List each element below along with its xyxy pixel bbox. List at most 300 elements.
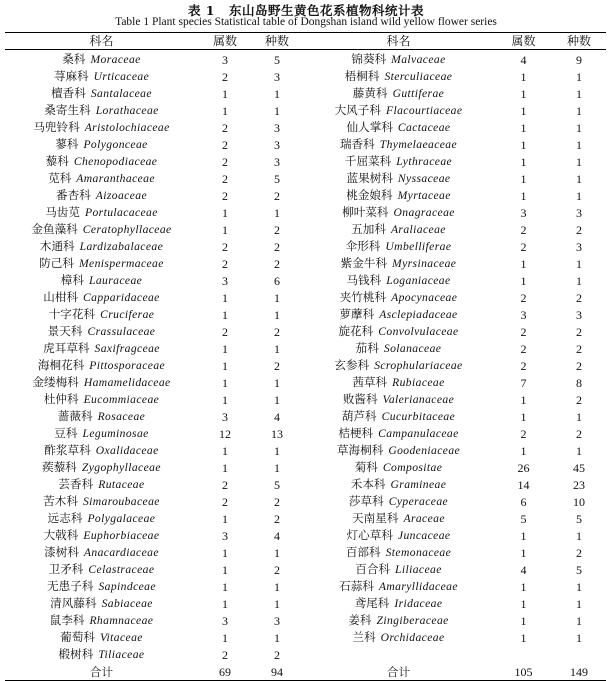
- species-count-right: 2: [576, 324, 582, 339]
- table-row: [5, 221, 606, 238]
- family-name-left: [5, 136, 198, 153]
- family-name-right: [302, 255, 495, 272]
- genera-count-left: 1: [222, 222, 228, 237]
- table-header-row: [5, 33, 606, 50]
- species-count-left: 1: [274, 630, 280, 645]
- family-name-latin: Juncaceae: [397, 529, 451, 543]
- genera-count-right: 1: [520, 613, 527, 628]
- family-name-right: [302, 340, 495, 357]
- family-name-cn: 樟科: [60, 273, 84, 288]
- family-name-cn: 金缕梅科: [32, 375, 79, 390]
- family-name-latin: Rubiaceae: [392, 376, 445, 390]
- table-row: [5, 408, 606, 425]
- family-name-latin: Saxifragceae: [94, 342, 160, 356]
- family-name-latin: Cyperaceae: [388, 495, 449, 509]
- totals-species-right: 149: [552, 663, 606, 680]
- species-count-right: 1: [576, 137, 582, 152]
- species-count-right: 45: [573, 460, 585, 475]
- family-name-left: [5, 493, 198, 510]
- family-name-right: [302, 510, 495, 527]
- family-name-latin: Menispermaceae: [79, 257, 164, 271]
- family-name-cn: 木通科: [39, 239, 75, 254]
- family-name-cn: 马兜铃科: [33, 120, 80, 135]
- species-count-right: 5: [576, 562, 582, 577]
- genera-count-left: 3: [222, 613, 228, 628]
- family-name-right: [302, 476, 495, 493]
- family-name-cn: 防己科: [39, 256, 74, 271]
- table-body: [5, 50, 606, 664]
- family-name-left: [5, 408, 198, 425]
- family-name-latin: Urticaceae: [93, 70, 150, 84]
- family-name-latin: Nyssaceae: [397, 172, 451, 186]
- family-name-latin: Rhamnaceae: [89, 614, 154, 628]
- genera-count-right: 7: [520, 375, 527, 390]
- family-name-cn: 伞形科: [345, 239, 381, 254]
- family-name-latin: Liliaceae: [395, 563, 442, 577]
- family-name-right: [302, 544, 495, 561]
- genera-count-right: 1: [520, 256, 527, 271]
- family-name-cn: 金鱼藻科: [31, 222, 78, 237]
- family-name-cn: 百合科: [355, 562, 391, 577]
- family-name-left: [5, 255, 198, 272]
- family-name-cn: 锦葵科: [351, 52, 387, 67]
- family-name-cn: 海桐花科: [37, 358, 85, 373]
- header-family-right: 科名: [302, 33, 495, 50]
- header-family-left: 科名: [5, 33, 198, 50]
- family-name-cn: 芸香科: [58, 477, 94, 492]
- genera-count-left: 1: [222, 443, 228, 458]
- family-name-latin: Leguminosae: [82, 427, 149, 441]
- totals-genera-right: 105: [495, 663, 552, 680]
- family-name-latin: Polygalaceae: [87, 512, 156, 526]
- species-count-right: 9: [576, 52, 582, 67]
- family-name-left: [5, 374, 198, 391]
- table-row: [5, 459, 606, 476]
- family-name-left: [5, 527, 198, 544]
- species-count-right: 2: [576, 545, 582, 560]
- family-name-left: [5, 170, 198, 187]
- header-species-left: 种数: [252, 33, 302, 50]
- family-name-latin: Chenopodiaceae: [73, 155, 158, 169]
- family-name-right: [302, 238, 495, 255]
- family-name-cn: 菊科: [354, 460, 378, 475]
- family-name-cn: 石蒜科: [339, 579, 374, 594]
- genera-count-left: 1: [222, 290, 228, 305]
- family-name-latin: Cactaceae: [397, 121, 451, 135]
- family-name-cn: 无患子科: [47, 579, 94, 594]
- family-name-cn: 大风子科: [334, 103, 381, 118]
- family-name-left: [5, 85, 198, 102]
- genera-count-left: 1: [222, 511, 228, 526]
- family-name-latin: Amaryllidaceae: [378, 580, 458, 594]
- family-name-right: [302, 306, 495, 323]
- genera-count-right: 3: [520, 205, 527, 220]
- family-name-cn: 蔷薇科: [57, 409, 93, 424]
- species-count-right: 1: [576, 171, 582, 186]
- species-count-right: 1: [576, 443, 582, 458]
- species-count-left: 1: [274, 460, 280, 475]
- family-name-right: [302, 391, 495, 408]
- species-count-left: 2: [274, 256, 280, 271]
- family-name-right: [302, 561, 495, 578]
- table-title-text: 东山岛野生黄色花系植物科统计表: [229, 3, 425, 18]
- species-count-right: 1: [576, 613, 582, 628]
- species-count-right: 8: [576, 375, 582, 390]
- family-name-cn: 蓝果树科: [346, 171, 393, 186]
- family-name-cn: 桔梗科: [338, 426, 374, 441]
- table-row: [5, 646, 606, 663]
- table-row: [5, 136, 606, 153]
- family-name-cn: 景天科: [47, 324, 83, 339]
- family-name-cn: 马钱科: [346, 273, 382, 288]
- family-name-latin: Eucommiaceae: [83, 393, 160, 407]
- genera-count-left: 2: [222, 647, 228, 662]
- genera-count-right: 1: [520, 188, 527, 203]
- family-name-right: [302, 612, 495, 629]
- species-count-right: 1: [576, 528, 582, 543]
- family-name-latin: Moraceae: [90, 53, 141, 67]
- species-count-left: 2: [274, 562, 280, 577]
- family-name-latin: Vitaceae: [99, 631, 143, 645]
- species-count-left: 13: [271, 426, 283, 441]
- genera-count-right: 3: [520, 307, 527, 322]
- family-name-cn: 卫矛科: [48, 562, 84, 577]
- species-count-right: 1: [576, 273, 582, 288]
- species-count-left: 2: [274, 188, 280, 203]
- family-name-latin: Malvaceae: [391, 53, 446, 67]
- family-name-cn: 远志科: [47, 511, 83, 526]
- family-name-cn: 清风藤科: [50, 596, 97, 611]
- family-name-latin: Lardizabalaceae: [79, 240, 164, 254]
- family-name-left: [5, 238, 198, 255]
- family-name-right: [302, 527, 495, 544]
- family-name-right: [302, 357, 495, 374]
- family-name-latin: Santalaceae: [90, 87, 152, 101]
- family-name-latin: Compositae: [382, 461, 443, 475]
- genera-count-right: 1: [520, 443, 527, 458]
- family-name-left: [5, 221, 198, 238]
- family-name-latin: Euphorbiaceae: [83, 529, 160, 543]
- family-name-cn: 紫金牛科: [340, 256, 388, 271]
- table-row: [5, 340, 606, 357]
- species-count-right: 1: [576, 596, 582, 611]
- genera-count-right: [495, 646, 552, 663]
- species-count-right: 2: [576, 392, 582, 407]
- family-name-latin: Lythraceae: [396, 155, 453, 169]
- family-name-latin: Zygophyllaceae: [81, 461, 161, 475]
- family-name-cn: 酢浆草科: [44, 443, 91, 458]
- family-name-latin: Loganiaceae: [386, 274, 451, 288]
- family-name-right: [302, 578, 495, 595]
- family-name-latin: Portulacaceae: [84, 206, 158, 220]
- family-name-latin: Convolvulaceae: [378, 325, 459, 339]
- genera-count-left: 1: [222, 307, 228, 322]
- family-name-left: [5, 612, 198, 629]
- genera-count-left: 1: [222, 460, 228, 475]
- genera-count-right: 2: [520, 222, 527, 237]
- genera-count-right: 1: [520, 120, 527, 135]
- family-name-latin: Araceae: [403, 512, 445, 526]
- family-name-cn: 莎草科: [348, 494, 384, 509]
- table-row: [5, 255, 606, 272]
- genera-count-right: 1: [520, 392, 527, 407]
- family-name-latin: Umbelliferae: [385, 240, 452, 254]
- species-count-left: 1: [274, 392, 280, 407]
- family-name-left: [5, 595, 198, 612]
- family-name-right: [302, 595, 495, 612]
- table-row: [5, 323, 606, 340]
- genera-count-left: 2: [222, 137, 228, 152]
- table-row: [5, 595, 606, 612]
- family-name-cn: 桑寄生科: [44, 103, 91, 118]
- family-name-latin: Campanulaceae: [378, 427, 459, 441]
- family-name-cn: 茜草科: [352, 375, 388, 390]
- family-name-latin: Cruciferae: [100, 308, 155, 322]
- species-count-left: 4: [274, 409, 280, 424]
- species-count-left: 2: [274, 494, 280, 509]
- genera-count-left: 3: [222, 273, 228, 288]
- family-name-latin: Sabiaceae: [101, 597, 153, 611]
- species-count-right: 1: [576, 86, 582, 101]
- family-name-left: [5, 289, 198, 306]
- species-count-left: 1: [274, 205, 280, 220]
- family-name-cn: 大戟科: [43, 528, 79, 543]
- family-name-left: [5, 306, 198, 323]
- genera-count-right: 1: [520, 154, 527, 169]
- genera-count-right: 1: [520, 596, 527, 611]
- table-title-en: Table 1 Plant species Statistical table of Dongshan island wild yellow flower series: [115, 16, 497, 28]
- table-row: [5, 425, 606, 442]
- table-row: [5, 544, 606, 561]
- genera-count-right: 2: [520, 341, 527, 356]
- species-count-left: 5: [274, 477, 280, 492]
- species-count-left: 5: [274, 52, 280, 67]
- genera-count-left: 1: [222, 375, 228, 390]
- genera-count-right: 2: [520, 358, 527, 373]
- family-name-latin: Amaranthaceae: [76, 172, 155, 186]
- genera-count-right: 2: [520, 426, 527, 441]
- genera-count-right: 2: [520, 324, 527, 339]
- header-species-right: 种数: [552, 33, 606, 50]
- family-name-cn: 禾本科: [350, 477, 386, 492]
- genera-count-left: 12: [219, 426, 231, 441]
- family-name-cn: 椴树科: [58, 647, 94, 662]
- family-name-latin: Scrophulariaceae: [374, 359, 463, 373]
- family-name-cn: 葫芦科: [341, 409, 377, 424]
- family-name-cn: 灯心草科: [346, 528, 393, 543]
- family-name-cn: 番杏科: [55, 188, 91, 203]
- species-count-right: 1: [576, 409, 582, 424]
- genera-count-left: 1: [222, 205, 228, 220]
- family-name-cn: 桑科: [62, 52, 86, 67]
- family-name-latin: Myrsinaceae: [392, 257, 457, 271]
- family-name-cn: 旋花科: [338, 324, 374, 339]
- family-name-latin: Oxalidaceae: [95, 444, 159, 458]
- family-name-cn: 檀香科: [51, 86, 86, 101]
- genera-count-right: 1: [520, 579, 527, 594]
- species-count-right: 1: [576, 120, 582, 135]
- family-name-right: [302, 153, 495, 170]
- table-row: [5, 170, 606, 187]
- table-row: [5, 476, 606, 493]
- family-name-left: [5, 459, 198, 476]
- family-name-right: [302, 408, 495, 425]
- species-count-left: 2: [274, 324, 280, 339]
- genera-count-left: 1: [222, 86, 228, 101]
- family-name-right: [302, 221, 495, 238]
- species-count-left: 4: [274, 528, 280, 543]
- species-count-left: 1: [274, 579, 280, 594]
- table-row: [5, 442, 606, 459]
- family-name-cn: 桃金娘科: [346, 188, 393, 203]
- genera-count-right: 1: [520, 103, 527, 118]
- family-name-cn: 鼠李科: [49, 613, 85, 628]
- table-row: [5, 238, 606, 255]
- header-genera-right: 属数: [495, 33, 552, 50]
- genera-count-left: 1: [222, 341, 228, 356]
- table-row: [5, 629, 606, 646]
- species-count-right: 2: [576, 222, 582, 237]
- genera-count-left: 2: [222, 120, 228, 135]
- family-name-right: [302, 102, 495, 119]
- table-number: 表 1: [187, 3, 216, 18]
- family-name-cn: 梧桐科: [344, 69, 380, 84]
- genera-count-right: 1: [520, 137, 527, 152]
- species-count-left: 2: [274, 239, 280, 254]
- table-row: [5, 119, 606, 136]
- family-name-cn: 玄参科: [334, 358, 370, 373]
- family-name-right: [302, 119, 495, 136]
- table-row: [5, 289, 606, 306]
- species-count-left: 1: [274, 596, 280, 611]
- family-name-left: [5, 204, 198, 221]
- family-name-latin: Flacourtiaceae: [385, 104, 463, 118]
- table-row: [5, 153, 606, 170]
- family-name-latin: Stemonaceae: [385, 546, 452, 560]
- family-name-latin: Capparidaceae: [83, 291, 160, 305]
- family-name-left: [5, 544, 198, 561]
- header-genera-left: 属数: [198, 33, 252, 50]
- family-name-latin: Simaroubaceae: [82, 495, 160, 509]
- family-name-latin: Iridaceae: [394, 597, 443, 611]
- family-name-latin: Onagraceae: [393, 206, 455, 220]
- species-count-right: 2: [576, 341, 582, 356]
- genera-count-right: 2: [520, 290, 527, 305]
- family-name-cn: 夹竹桃科: [339, 290, 387, 305]
- family-name-cn: 草海桐科: [336, 443, 384, 458]
- family-name-right: [302, 374, 495, 391]
- species-count-right: 1: [576, 69, 582, 84]
- totals-row: [5, 663, 606, 680]
- family-name-latin: Ceratophyllaceae: [82, 223, 172, 237]
- species-count-right: 1: [576, 256, 582, 271]
- genera-count-left: 1: [222, 392, 228, 407]
- species-count-left: 3: [274, 69, 280, 84]
- family-name-latin: Araliaceae: [390, 223, 446, 237]
- family-name-left: [5, 510, 198, 527]
- species-count-right: 10: [573, 494, 585, 509]
- family-name-left: [5, 68, 198, 85]
- genera-count-left: 1: [222, 545, 228, 560]
- genera-count-right: 1: [520, 273, 527, 288]
- family-name-latin: Aizoaceae: [95, 189, 148, 203]
- family-name-left: [5, 50, 198, 69]
- family-name-left: [5, 646, 198, 663]
- table-row: [5, 50, 606, 69]
- family-name-cn: 蒺藜科: [42, 460, 77, 475]
- species-count-left: 5: [274, 171, 280, 186]
- species-count-right: 1: [576, 188, 582, 203]
- family-name-right: [302, 272, 495, 289]
- family-name-right: [302, 136, 495, 153]
- totals-genera-left: 69: [198, 663, 252, 680]
- family-name-latin: Apocynaceae: [391, 291, 458, 305]
- genera-count-right: 26: [517, 460, 530, 475]
- table-row: [5, 391, 606, 408]
- family-name-latin: Anacardiaceae: [83, 546, 159, 560]
- family-name-left: [5, 391, 198, 408]
- family-name-cn: 葡萄科: [60, 630, 95, 645]
- species-count-left: 3: [274, 137, 280, 152]
- family-name-cn: 虎耳草科: [43, 341, 90, 356]
- genera-count-left: 3: [222, 409, 228, 424]
- family-name-left: [5, 442, 198, 459]
- family-name-left: [5, 272, 198, 289]
- family-name-cn: 山柑科: [43, 290, 79, 305]
- family-name-left: [5, 425, 198, 442]
- family-name-cn: 豆科: [54, 426, 78, 441]
- family-name-latin: Sterculiaceae: [384, 70, 453, 84]
- family-name-cn: 漆树科: [44, 545, 79, 560]
- table-row: [5, 85, 606, 102]
- species-count-right: [552, 646, 606, 663]
- species-count-right: 2: [576, 358, 582, 373]
- family-name-cn: 瑞香科: [339, 137, 375, 152]
- family-name-latin: Sapindceae: [98, 580, 156, 594]
- family-name-cn: 蓼科: [55, 137, 79, 152]
- species-count-right: 3: [576, 307, 582, 322]
- genera-count-left: 1: [222, 562, 228, 577]
- family-name-latin: Pittosporaceae: [89, 359, 166, 373]
- species-count-right: 2: [576, 426, 582, 441]
- species-count-right: 1: [576, 154, 582, 169]
- table-row: [5, 68, 606, 85]
- genera-count-right: 5: [520, 511, 527, 526]
- table-row: [5, 527, 606, 544]
- genera-count-left: 1: [222, 596, 228, 611]
- totals-label-left: 合计: [5, 663, 198, 680]
- family-name-left: [5, 187, 198, 204]
- species-count-right: 2: [576, 290, 582, 305]
- table-row: [5, 374, 606, 391]
- family-statistics-table: [5, 32, 606, 681]
- species-count-right: 1: [576, 630, 582, 645]
- family-name-latin: Crassulaceae: [87, 325, 156, 339]
- species-count-left: 1: [274, 545, 280, 560]
- genera-count-right: 1: [520, 545, 527, 560]
- family-name-cn: 苋科: [48, 171, 72, 186]
- genera-count-left: 2: [222, 69, 228, 84]
- genera-count-right: 14: [517, 477, 530, 492]
- family-name-right: [302, 425, 495, 442]
- totals-species-left: 94: [252, 663, 302, 680]
- family-name-cn: 天南星科: [352, 511, 399, 526]
- family-name-latin: Celastraceae: [88, 563, 155, 577]
- table-row: [5, 102, 606, 119]
- genera-count-right: 6: [520, 494, 527, 509]
- table-row: [5, 204, 606, 221]
- species-count-left: 1: [274, 307, 280, 322]
